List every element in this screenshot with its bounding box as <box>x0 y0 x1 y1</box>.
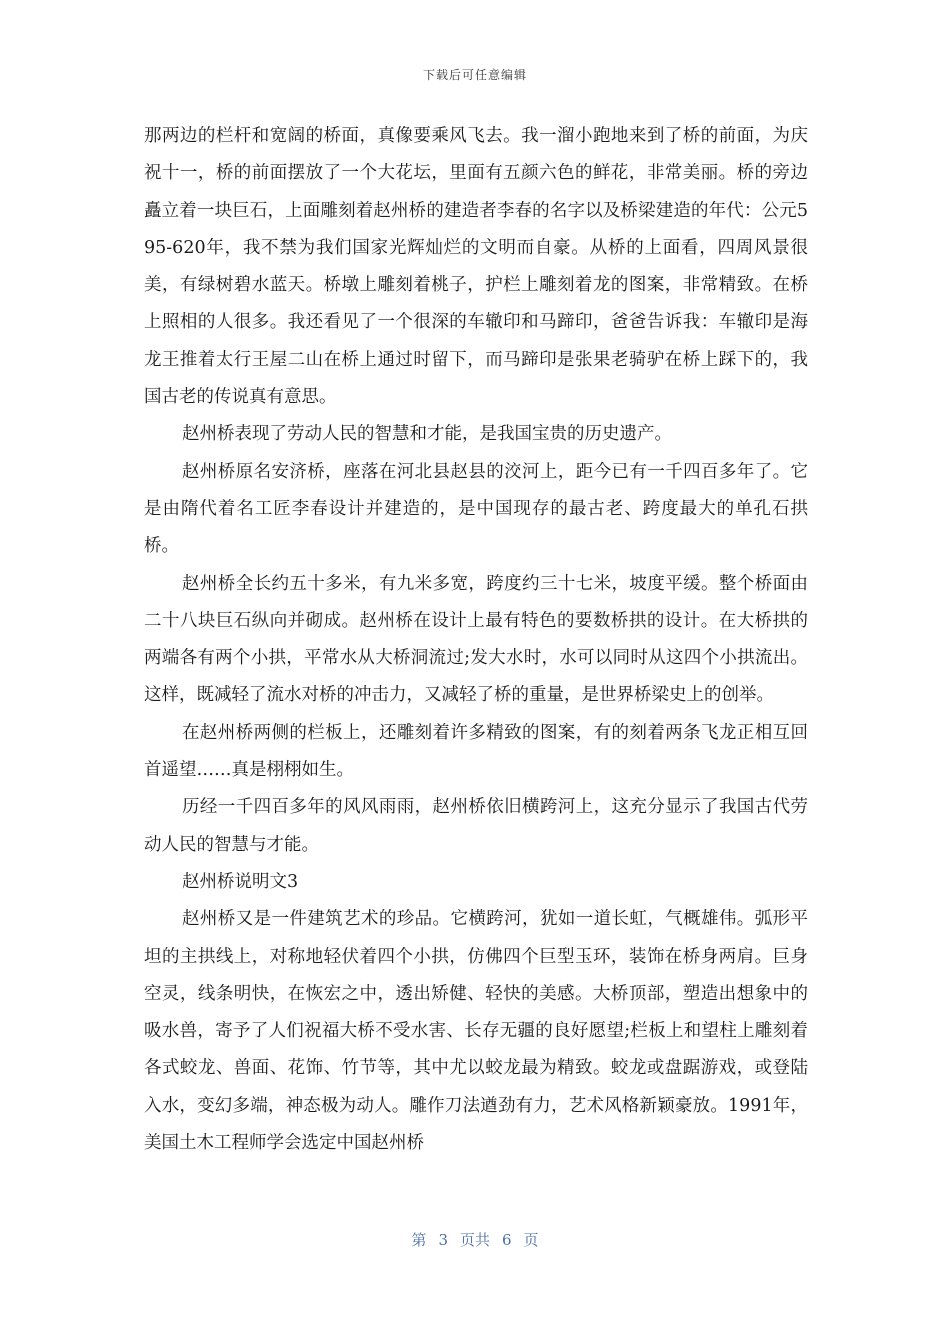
section-heading: 赵州桥说明文3 <box>182 871 299 892</box>
document-body <box>144 118 808 1162</box>
page-number-footer <box>0 1229 950 1250</box>
paragraph: 赵州桥全长约五十多米，有九米多宽，跨度约三十七米，坡度平缓。整个桥面由二十八块巨石纵向并砌成。赵州桥在设计上最有特色的要数桥拱的设计。在大桥拱的两端各有两个小拱，平常水从大桥洞流过;发大水时，水可以同时从这四个小拱流出。这样，既减轻了流水对桥的冲击力，又减轻了桥的重量，是世界桥梁史上的创举。 <box>144 573 808 706</box>
footer-label-end: 页 <box>523 1231 539 1249</box>
current-page-number: 3 <box>438 1231 448 1249</box>
paragraph: 赵州桥表现了劳动人民的智慧和才能，是我国宝贵的历史遗产。 <box>182 424 672 445</box>
paragraph: 赵州桥又是一件建筑艺术的珍品。它横跨河，犹如一道长虹，气概雄伟。弧形平坦的主拱线上，对称地轻伏着四个小拱，仿佛四个巨型玉环，装饰在桥身两肩。巨身空灵，线条明快，在恢宏之中，透出矫健、轻快的美感。大桥顶部，塑造出想象中的吸水兽，寄予了人们祝福大桥不受水害、长存无疆的良好愿望;栏板上和望柱上雕刻着各式蛟龙、兽面、花饰、竹节等，其中尤以蛟龙最为精致。蛟龙或盘踞游戏，或登陆入水，变幻多端，神态极为动人。雕作刀法遒劲有力，艺术风格新颖豪放。1991年，美国土木工程师学会选定中国赵州桥 <box>144 909 808 1154</box>
paragraph: 在赵州桥两侧的栏板上，还雕刻着许多精致的图案，有的刻着两条飞龙正相互回首遥望……真是栩栩如生。 <box>144 722 808 781</box>
total-pages-number: 6 <box>502 1231 512 1249</box>
footer-label-of: 页共 <box>459 1231 490 1249</box>
paragraph: 赵州桥原名安济桥，座落在河北县赵县的洨河上，距今已有一千四百多年了。它是由隋代着名工匠李春设计并建造的，是中国现存的最古老、跨度最大的单孔石拱桥。 <box>144 461 808 557</box>
paragraph: 那两边的栏杆和宽阔的桥面，真像要乘风飞去。我一溜小跑地来到了桥的前面，为庆祝十一，桥的前面摆放了一个大花坛，里面有五颜六色的鲜花，非常美丽。桥的旁边矗立着一块巨石，上面雕刻着赵州桥的建造者李春的名字以及桥梁建造的年代：公元595-620年，我不禁为我们国家光辉灿烂的文明而自豪。从桥的上面看，四周风景很美，有绿树碧水蓝天。桥墩上雕刻着桃子，护栏上雕刻着龙的图案，非常精致。在桥上照相的人很多。我还看见了一个很深的车辙印和马蹄印，爸爸告诉我：车辙印是海龙王推着太行王屋二山在桥上通过时留下，而马蹄印是张果老骑驴在桥上踩下的，我国古老的传说真有意思。 <box>144 126 808 408</box>
footer-label-page: 第 <box>411 1231 427 1249</box>
page-header: 下载后可任意编辑 <box>422 68 527 82</box>
paragraph: 历经一千四百多年的风风雨雨，赵州桥依旧横跨河上，这充分显示了我国古代劳动人民的智慧与才能。 <box>144 797 808 855</box>
